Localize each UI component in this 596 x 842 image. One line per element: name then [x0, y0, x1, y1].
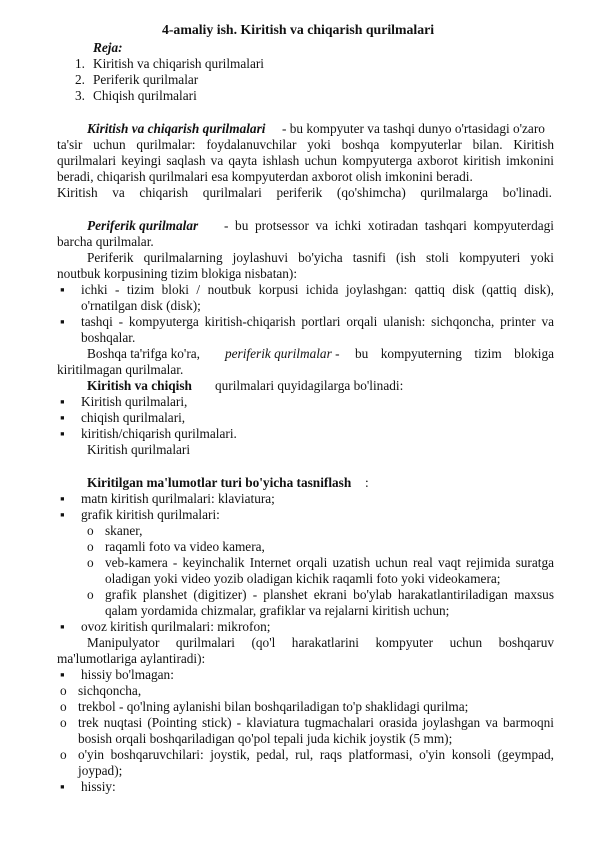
bullet-circle-icon: o	[87, 539, 94, 554]
p4-non-sensory: hissiy bo'lmagan:	[81, 667, 174, 682]
bullet-square-icon: ▪	[60, 619, 65, 634]
bullet-circle-icon: o	[60, 747, 67, 762]
bullet-circle-icon: o	[60, 699, 67, 714]
p4-bullet-graphic-input: grafik kiritish qurilmalari:	[81, 507, 220, 522]
p2-bullet-1-line-1: ichki - tizim bloki / noutbuk korpusi ichida joylashgan: qattiq disk (qattiq disk),	[81, 282, 554, 297]
bullet-square-icon: ▪	[60, 426, 65, 441]
bullet-square-icon: ▪	[60, 507, 65, 522]
p4-sub-3-line-2: oladigan yoki video yozib oladigan kichik raqamli foto yoki videokamera;	[105, 571, 501, 586]
p3-item-3: kiritish/chiqarish qurilmalari.	[81, 426, 237, 441]
reja-item-num-1: 1.	[75, 56, 85, 71]
p2-note-term: periferik qurilmalar -	[225, 346, 340, 361]
p4-heading-colon: :	[365, 475, 369, 490]
p3-item-2: chiqish qurilmalari,	[81, 410, 186, 425]
p3-bold: Kiritish va chiqish	[87, 378, 192, 393]
p2-note-end: bu kompyuterning tizim blokiga	[355, 346, 554, 361]
reja-item-num-3: 3.	[75, 88, 85, 103]
bullet-circle-icon: o	[60, 683, 67, 698]
bullet-circle-icon: o	[87, 523, 94, 538]
p4-device-3-line-1: trek nuqtasi (Pointing stick) - klaviatura tugmachalari orasida joylashgan va barmoqni	[78, 715, 554, 730]
bullet-square-icon: ▪	[60, 410, 65, 425]
p3-rest: qurilmalari quyidagilarga bo'linadi:	[215, 378, 404, 393]
p4-bullet-audio-input: ovoz kiritish qurilmalari: mikrofon;	[81, 619, 271, 634]
p4-sub-4-line-2: qalam yordamida chizmalar, grafiklar va rejalarni kiritish uchun;	[105, 603, 450, 618]
reja-item-2: Periferik qurilmalar	[93, 72, 199, 87]
p4-device-2: trekbol - qo'lning aylanishi bilan boshqariladigan to'p shaklidagi qurilma;	[78, 699, 469, 714]
p2-bullet-2-line-1: tashqi - kompyuterga kiritish-chiqarish portlari orqali ulanish: sichqoncha, printer va	[81, 314, 554, 329]
bullet-circle-icon: o	[60, 715, 67, 730]
p2-line-1: - bu protsessor va ichki xotiradan tashqari kompyuterdagi	[224, 218, 554, 233]
p3-item-1: Kiritish qurilmalari,	[81, 394, 188, 409]
p2-bullet-2-line-2: boshqalar.	[81, 330, 136, 345]
p2-bullet-1-line-2: o'rnatilgan disk (disk);	[81, 298, 201, 313]
p2-line-2: barcha qurilmalar.	[57, 234, 154, 249]
p4-sensory: hissiy:	[81, 779, 116, 794]
p1-line-3: qurilmalari keyingi saqlash va qayta ishlash uchun kompyuterga axborot kiritish imkonini	[57, 153, 554, 168]
p4-sub-4-line-1: grafik planshet (digitizer) - planshet ekrani bo'ylab harakatlantiriladigan maxsus	[105, 587, 554, 602]
bullet-square-icon: ▪	[60, 667, 65, 682]
p4-sub-3-line-1: veb-kamera - keyinchalik Internet orqali uzatish uchun real vaqt rejimida suratga	[105, 555, 554, 570]
p1-term: Kiritish va chiqarish qurilmalari	[87, 121, 266, 136]
reja-label: Reja:	[93, 40, 123, 55]
p2-line-3: Periferik qurilmalarning joylashuvi bo'yicha tasnifi (ish stoli kompyuteri yoki	[87, 250, 554, 265]
p2-line-4: noutbuk korpusining tizim blokiga nisbatan):	[57, 266, 298, 281]
bullet-circle-icon: o	[87, 587, 94, 602]
p1-line-4: beradi, chiqarish qurilmalari esa kompyuterdan axborot olish imkonini beradi.	[57, 169, 473, 184]
p4-manipulator-line-1: Manipulyator qurilmalari (qo'l harakatlarini kompyuter uchun boshqaruv	[87, 635, 554, 650]
p1-line-2: ta'sir uchun qurilmalar: foydalanuvchilar yoki boshqa kompyuterlar bilan. Kiritish	[57, 137, 554, 152]
bullet-square-icon: ▪	[60, 491, 65, 506]
p4-heading: Kiritilgan ma'lumotlar turi bo'yicha tasniflash	[87, 475, 352, 490]
reja-item-3: Chiqish qurilmalari	[93, 88, 197, 103]
p4-sub-2: raqamli foto va video kamera,	[105, 539, 265, 554]
reja-item-1: Kiritish va chiqarish qurilmalari	[93, 56, 264, 71]
p4-device-3-line-2: bosish orqali boshqariladigan qo'pol tepali juda kichik joystik (5 mm);	[78, 731, 453, 746]
p1-line-5: Kiritish va chiqarish qurilmalari periferik (qo'shimcha) qurilmalarga bo'linadi.	[57, 185, 552, 200]
p2-note-start: Boshqa ta'rifga ko'ra,	[87, 346, 200, 361]
p2-term: Periferik qurilmalar	[87, 218, 199, 233]
bullet-square-icon: ▪	[60, 314, 65, 329]
page-title: 4-amaliy ish. Kiritish va chiqarish qurilmalari	[161, 22, 435, 37]
p3-subheading: Kiritish qurilmalari	[87, 442, 191, 457]
p2-note-line-2: kiritilmagan qurilmalar.	[57, 362, 184, 377]
bullet-square-icon: ▪	[60, 282, 65, 297]
p4-bullet-text-input: matn kiritish qurilmalari: klaviatura;	[81, 491, 275, 506]
reja-item-num-2: 2.	[75, 72, 85, 87]
bullet-square-icon: ▪	[60, 394, 65, 409]
bullet-square-icon: ▪	[60, 779, 65, 794]
p4-device-1: sichqoncha,	[78, 683, 142, 698]
p4-manipulator-line-2: ma'lumotlariga aylantiradi):	[57, 651, 206, 666]
p4-device-4-line-1: o'yin boshqaruvchilari: joystik, pedal, rul, raqs platformasi, o'yin konsoli (geympad,	[78, 747, 554, 762]
p4-sub-1: skaner,	[105, 523, 143, 538]
p4-device-4-line-2: joypad);	[78, 763, 123, 778]
bullet-circle-icon: o	[87, 555, 94, 570]
p1-line-1: - bu kompyuter va tashqi dunyo o'rtasidagi o'zaro	[282, 121, 545, 136]
